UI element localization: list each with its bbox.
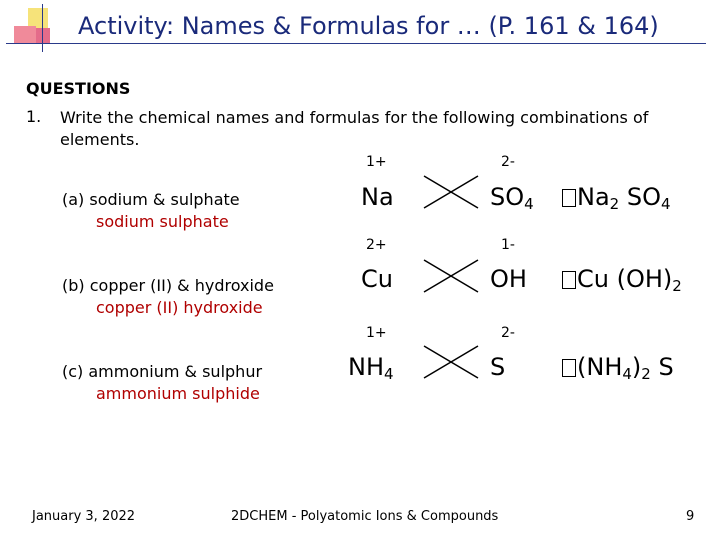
footer-course: 2DCHEM - Polyatomic Ions & Compounds <box>231 509 499 524</box>
decor-vertical-line <box>42 4 43 52</box>
question-text: Write the chemical names and formulas for the following combinations of elements. <box>60 108 649 149</box>
part-b <box>62 275 274 319</box>
part-c-anion-symbol: S <box>490 353 506 381</box>
part-b-cation-symbol: Cu <box>361 265 393 293</box>
crossover-arrows-b <box>418 256 484 296</box>
slide-title: Activity: Names & Formulas for … (P. 161 & 164) <box>78 12 659 40</box>
section-heading: QUESTIONS <box>26 79 131 98</box>
decor-square-pink <box>14 26 36 44</box>
part-a-cation-charge: 1+ <box>366 154 387 170</box>
part-c-anion-charge: 2- <box>501 325 515 341</box>
part-c-formula: $(NH_4)_2$ S <box>562 353 674 383</box>
part-a-anion-symbol: $SO_4$ <box>490 183 534 213</box>
part-b-cation-charge: 2+ <box>366 237 387 253</box>
part-b-formula: Cu $(OH)_2$ <box>562 265 682 295</box>
part-a-formula: $Na_2$ $SO_4$ <box>562 183 671 213</box>
part-a-cation-symbol: Na <box>361 183 394 211</box>
footer-page-number: 9 <box>686 509 695 524</box>
decor-square-red <box>36 28 50 44</box>
part-a-answer: sodium sulphate <box>96 212 229 231</box>
crossover-arrows-a <box>418 172 484 212</box>
part-c-label: (c) ammonium & sulphur <box>62 362 263 381</box>
question-number: 1. <box>26 107 42 126</box>
part-a-label: (a) sodium & sulphate <box>62 190 240 209</box>
part-a <box>62 189 240 233</box>
part-a-anion-charge: 2- <box>501 154 515 170</box>
missing-glyph-icon <box>562 359 576 377</box>
part-b-label: (b) copper (II) & hydroxide <box>62 276 274 295</box>
part-b-anion-symbol: OH <box>490 265 527 293</box>
missing-glyph-icon <box>562 271 576 289</box>
decor-square-yellow <box>28 8 48 28</box>
part-c-cation-symbol: $NH_4$ <box>348 353 394 383</box>
part-b-answer: copper (II) hydroxide <box>96 298 263 317</box>
part-c <box>62 361 262 405</box>
crossover-arrows-c <box>418 342 484 382</box>
title-underline <box>6 43 706 44</box>
footer-date: January 3, 2022 <box>32 509 136 524</box>
part-c-cation-charge: 1+ <box>366 325 387 341</box>
missing-glyph-icon <box>562 189 576 207</box>
part-c-answer: ammonium sulphide <box>96 384 260 403</box>
part-b-anion-charge: 1- <box>501 237 515 253</box>
